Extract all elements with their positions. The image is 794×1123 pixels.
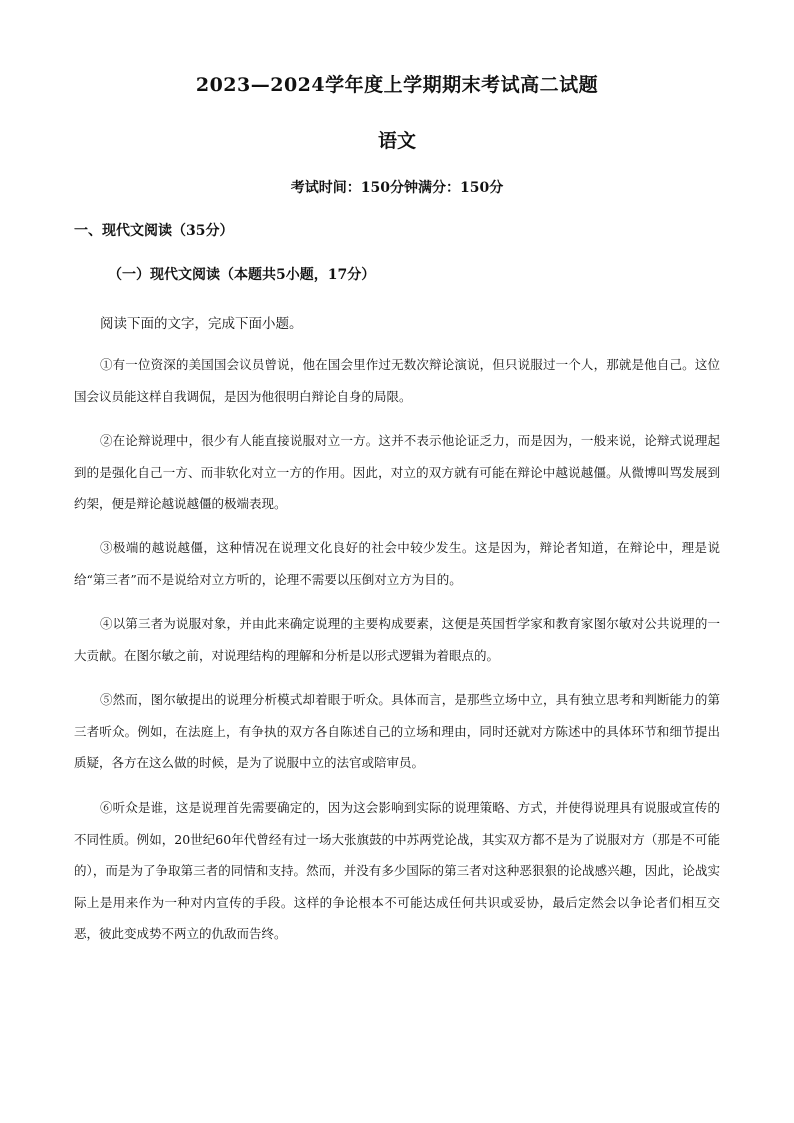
passage-paragraph-2: ②在论辩说理中，很少有人能直接说服对立一方。这并不表示他论证乏力，而是因为，一般来说，论辩式说理起到的是强化自己一方、而非软化对立一方的作用。因此，对立的双方就有可能在辩论中越说越僵。从微博叫骂发展到约架，便是辩论越说越僵的极端表现。	[74, 433, 720, 511]
exam-time-score: 考试时间：150分钟满分：150分	[290, 180, 504, 196]
passage-paragraph-4: ④以第三者为说服对象，并由此来确定说理的主要构成要素，这便是英国哲学家和教育家图尔敏对公共说理的一大贡献。在图尔敏之前，对说理结构的理解和分析是以形式逻辑为着眼点的。	[74, 616, 720, 663]
passage-paragraph-3: ③极端的越说越僵，这种情况在说理文化良好的社会中较少发生。这是因为，辩论者知道，在辩论中，理是说给“第三者”而不是说给对立方听的，论理不需要以压倒对立方为目的。	[74, 540, 720, 587]
exam-subject: 语文	[377, 130, 416, 152]
passage-paragraph-5: ⑤然而，图尔敏提出的说理分析模式却着眼于听众。具体而言，是那些立场中立，具有独立思考和判断能力的第三者听众。例如，在法庭上，有争执的双方各自陈述自己的立场和理由，同时还就对方陈述中的具体环节和细节提出质疑，各方在这么做的时候，是为了说服中立的法官或陪审员。	[74, 692, 720, 770]
passage-paragraph-1: ①有一位资深的美国国会议员曾说，他在国会里作过无数次辩论演说，但只说服过一个人，那就是他自己。这位国会议员能这样自我调侃，是因为他很明白辩论自身的局限。	[74, 357, 720, 404]
passage-paragraph-6: ⑥听众是谁，这是说理首先需要确定的，因为这会影响到实际的说理策略、方式，并使得说理具有说服或宣传的不同性质。例如，20世纪60年代曾经有过一场大张旗鼓的中苏两党论战，其实双方都不是为了说服对方（那是不可能的），而是为了争取第三者的同情和支持。然而，并没有多少国际的第三者对这种恶狠狠的论战感兴趣，因此，论战实际上是用来作为一种对内宣传的手段。这样的争论根本不可能达成任何共识或妥协，最后定然会以争论者们相互交恶，彼此变成势不两立的仇敌而告终。	[74, 800, 720, 941]
section-heading: 一、现代文阅读（35分）	[74, 223, 234, 239]
exam-title: 2023—2024学年度上学期期末考试高二试题	[195, 74, 599, 96]
reading-instruction: 阅读下面的文字，完成下面小题。	[100, 316, 303, 332]
subsection-heading: （一）现代文阅读（本题共5小题，17分）	[108, 267, 376, 283]
